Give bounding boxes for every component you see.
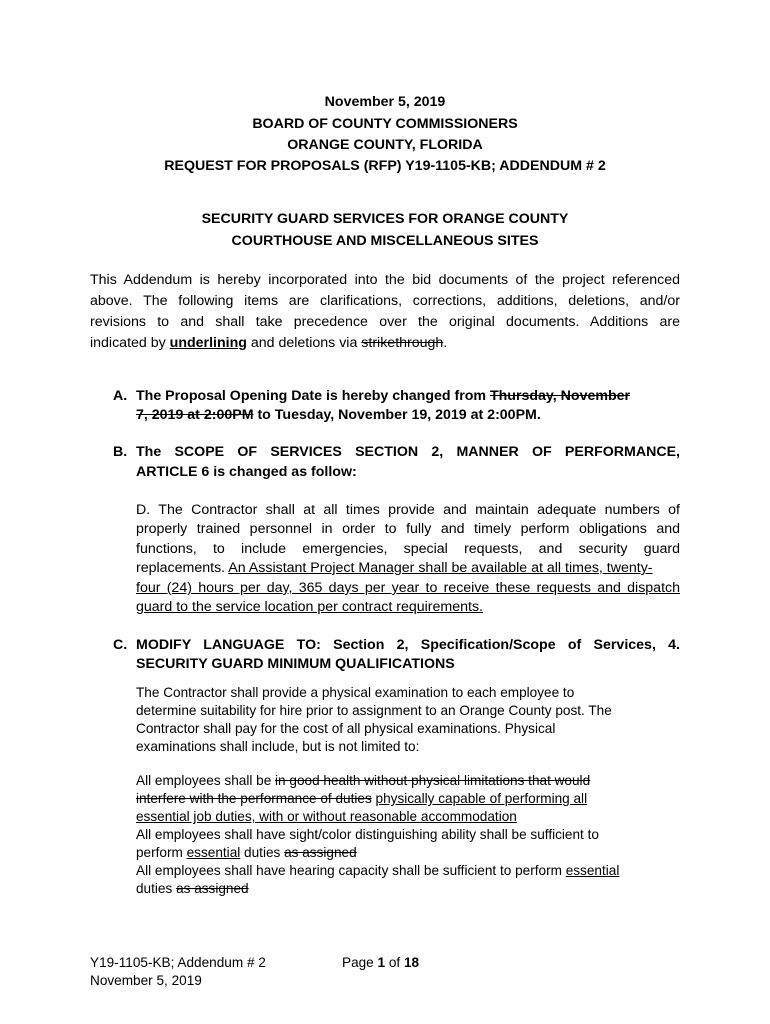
- page-current: 1: [377, 955, 386, 970]
- item-c-req-line: [136, 808, 517, 826]
- title-line-2: COURTHOUSE AND MISCELLANEOUS SITES: [231, 233, 539, 249]
- intro-text: indicated by: [90, 335, 170, 351]
- footer-doc-id: Y19-1105-KB; Addendum # 2: [90, 955, 266, 970]
- item-c-deleted-text: as assigned: [176, 881, 249, 896]
- item-b-added-text: four (24) hours per day, 365 days per year to receive these requests and dispatch: [136, 580, 680, 596]
- item-c-label: C.: [113, 637, 128, 653]
- page-label: of: [385, 955, 404, 970]
- item-c-para-line: determine suitability for hire prior to assignment to an Orange County post. The: [136, 703, 612, 718]
- item-c-deleted-text: as assigned: [284, 845, 357, 860]
- intro-text: .: [443, 335, 448, 351]
- page-total: 18: [403, 955, 420, 970]
- item-c-text: perform: [136, 845, 187, 860]
- item-c-req-line: [136, 772, 590, 790]
- underline-example: underlining: [169, 335, 247, 351]
- item-c-heading-2: SECURITY GUARD MINIMUM QUALIFICATIONS: [136, 656, 455, 672]
- item-c-added-text: essential job duties, with or without reasonable accommodation: [136, 809, 517, 824]
- item-c-added-text: physically capable of performing all: [375, 791, 588, 806]
- intro-line: above. The following items are clarifications, corrections, additions, deletions, and/or: [90, 293, 680, 309]
- item-b-para-line: D. The Contractor shall at all times provide and maintain adequate numbers of: [136, 502, 680, 518]
- title-line-1: SECURITY GUARD SERVICES FOR ORANGE COUNTY: [201, 211, 569, 227]
- item-a-deleted-time: 7, 2019 at 2:00PM: [136, 407, 254, 423]
- item-c-text: All employees shall have hearing capacity shall be sufficient to perform: [136, 863, 566, 878]
- item-c-deleted-text: interfere with the performance of duties: [136, 791, 372, 806]
- header-date: November 5, 2019: [324, 94, 446, 110]
- item-b-heading-1: The SCOPE OF SERVICES SECTION 2, MANNER OF PERFORMANCE,: [136, 444, 680, 460]
- page-label: Page: [342, 955, 378, 970]
- header-county: ORANGE COUNTY, FLORIDA: [287, 137, 483, 153]
- intro-line: This Addendum is hereby incorporated into the bid documents of the project referenced: [90, 272, 680, 288]
- header-board: BOARD OF COUNTY COMMISSIONERS: [252, 116, 518, 132]
- item-b-para-line: [136, 597, 483, 617]
- item-c-req-line: [136, 862, 619, 880]
- item-c-heading-1: MODIFY LANGUAGE TO: Section 2, Specification/Scope of Services, 4.: [136, 637, 680, 653]
- item-c-req-line: All employees shall have sight/color distinguishing ability shall be sufficient to: [136, 827, 599, 842]
- item-c-para-line: The Contractor shall provide a physical examination to each employee to: [136, 685, 575, 700]
- item-a-deleted-date: Thursday, November: [489, 388, 631, 404]
- item-c-para-line: Contractor shall pay for the cost of all physical examinations. Physical: [136, 721, 556, 736]
- item-c-added-text: essential: [186, 845, 241, 860]
- item-c-req-line: [136, 880, 249, 898]
- item-b-para-line: functions, to include emergencies, special requests, and security guard: [136, 541, 680, 557]
- item-c-deleted-text: in good health without physical limitations that would: [275, 773, 591, 788]
- intro-text: and deletions via: [246, 335, 362, 351]
- footer-date: November 5, 2019: [90, 973, 202, 988]
- item-b-text: replacements.: [136, 560, 229, 576]
- item-a-new-date: to Tuesday, November 19, 2019 at 2:00PM.: [253, 407, 541, 423]
- page-number: [342, 954, 419, 972]
- item-c-text: All employees shall be: [136, 773, 276, 788]
- item-a-line-1: [136, 386, 630, 406]
- item-a-line-2: [136, 405, 541, 425]
- intro-line: [90, 333, 447, 353]
- item-b-added-text: An Assistant Project Manager shall be available at all times, twenty-: [228, 560, 653, 576]
- item-b-para-line: [136, 558, 653, 578]
- item-c-added-text: essential: [565, 863, 620, 878]
- item-c-para-line: examinations shall include, but is not limited to:: [136, 739, 420, 754]
- item-b-para-line: [136, 578, 680, 598]
- item-a-label: A.: [113, 388, 128, 404]
- item-b-added-text: guard to the service location per contract requirements.: [136, 599, 483, 615]
- item-b-para-line: properly trained personnel in order to fully and timely perform obligations and: [136, 521, 680, 537]
- item-c-req-line: [136, 790, 587, 808]
- intro-line: revisions to and shall take precedence over the original documents. Additions are: [90, 314, 680, 330]
- item-c-text: duties: [240, 845, 285, 860]
- item-c-text: duties: [136, 881, 177, 896]
- item-b-heading-2: ARTICLE 6 is changed as follow:: [136, 464, 357, 480]
- item-c-req-line: [136, 844, 357, 862]
- header-rfp: REQUEST FOR PROPOSALS (RFP) Y19-1105-KB; ADDENDUM # 2: [164, 158, 606, 174]
- item-a-text: The Proposal Opening Date is hereby changed from: [136, 388, 490, 404]
- strikethrough-example: strikethrough: [361, 335, 444, 351]
- item-b-label: B.: [113, 444, 128, 460]
